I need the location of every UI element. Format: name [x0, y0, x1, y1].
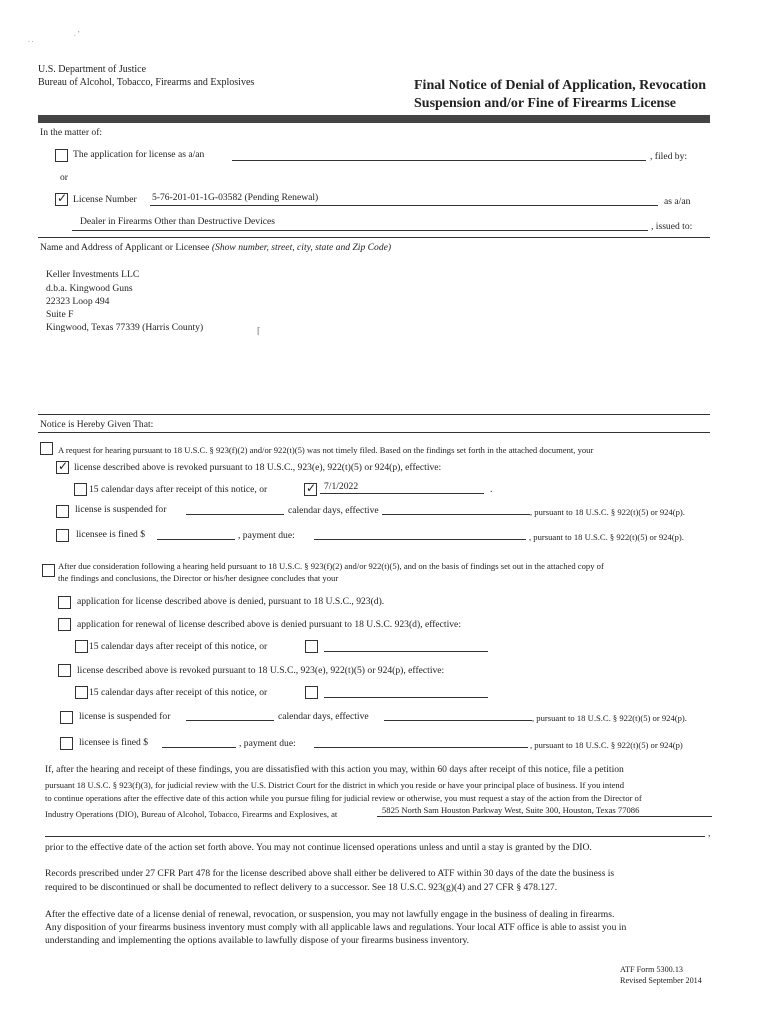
fifteen-days-checkbox-2[interactable]	[75, 640, 88, 653]
fifteen-days-label-3: 15 calendar days after receipt of this notice, or	[89, 687, 268, 698]
after-effective-line1: After the effective date of a license denial of renewal, revocation, or suspension, you may not lawfully engage in the business of dealing in firearms.	[45, 909, 615, 920]
check-mark-icon: ✓	[57, 191, 68, 205]
fined-checkbox[interactable]	[56, 529, 69, 542]
license-type-line	[72, 230, 648, 231]
fine-amount-field-2[interactable]	[162, 747, 236, 748]
suspend-effective-field-2[interactable]	[384, 720, 532, 721]
date-field-2[interactable]	[324, 651, 488, 652]
payment-due-field-2[interactable]	[314, 747, 528, 748]
after-hearing-line1: After due consideration following a hearing held pursuant to 18 U.S.C. § 923(f)(2) and/or 922(t)(5), and on the basis of findings set out in the attached copy of	[58, 561, 604, 571]
effective-date-checkbox[interactable]	[304, 483, 317, 496]
dio-address-line-2	[45, 836, 705, 837]
form-title-line1: Final Notice of Denial of Application, Revocation	[414, 78, 707, 93]
divider	[38, 237, 710, 238]
pursuant-suspend-label: , pursuant to 18 U.S.C. § 922(t)(5) or 924(p).	[530, 507, 685, 517]
applicant-line: Suite F	[46, 309, 74, 320]
filed-by-label: , filed by:	[650, 151, 688, 162]
after-effective-line3: understanding and implementing the options available to lawfully dispose of your firearms business inventory.	[45, 935, 470, 946]
revoked-checkbox[interactable]	[56, 461, 69, 474]
header-bar	[38, 115, 710, 123]
revoked-label-2: license described above is revoked pursuant to 18 U.S.C., 923(e), 922(t)(5) or 924(p), effective:	[77, 665, 445, 676]
department-name: U.S. Department of Justice	[38, 64, 147, 75]
fifteen-days-checkbox-3[interactable]	[75, 686, 88, 699]
pursuant-fine-label-2: , pursuant to 18 U.S.C. § 922(t)(5) or 924(p)	[530, 740, 683, 750]
scan-speck: . .	[28, 36, 34, 44]
fifteen-days-label: 15 calendar days after receipt of this notice, or	[89, 484, 268, 495]
request-not-filed-checkbox[interactable]	[40, 442, 53, 455]
license-number-checkbox[interactable]	[55, 193, 68, 206]
request-not-filed-label: A request for hearing pursuant to 18 U.S.C. § 923(f)(2) and/or 922(t)(5) was not timely filed. Based on the findings set forth in the attached document, your	[58, 445, 594, 455]
applicant-line: Kingwood, Texas 77339 (Harris County)	[46, 322, 204, 333]
date-checkbox-3[interactable]	[305, 686, 318, 699]
fifteen-days-checkbox[interactable]	[74, 483, 87, 496]
license-number-label: License Number	[73, 194, 137, 205]
after-effective-line2: Any disposition of your firearms business inventory must comply with all applicable laws and regulations. Your local ATF office is able to assist you in	[45, 922, 627, 933]
payment-due-label-2: , payment due:	[239, 738, 296, 749]
comma: ,	[708, 828, 711, 839]
applicant-label-text: Name and Address of Applicant or Licensee	[40, 242, 210, 253]
application-label: The application for license as a/an	[73, 149, 205, 160]
issued-to-label: , issued to:	[651, 221, 693, 232]
form-number: ATF Form 5300.13	[620, 965, 684, 974]
fined-label-2: licensee is fined $	[79, 737, 148, 748]
date-checkbox-2[interactable]	[305, 640, 318, 653]
license-number-field[interactable]: 5-76-201-01-1G-03582 (Pending Renewal)	[152, 192, 319, 203]
divider	[38, 414, 710, 415]
fifteen-days-label-2: 15 calendar days after receipt of this notice, or	[89, 641, 268, 652]
renewal-denied-checkbox[interactable]	[58, 618, 71, 631]
calendar-days-label: calendar days, effective	[288, 505, 379, 516]
check-mark-icon: ✓	[58, 459, 69, 473]
or-label: or	[60, 172, 68, 183]
records-line2: required to be discontinued or shall be documented to reflect delivery to a successor. See 18 U.S.C. 923(g)(4) and 27 CFR § 478.127.	[45, 882, 558, 893]
applicant-line: Keller Investments LLC	[46, 269, 140, 280]
form-title-line2: Suspension and/or Fine of Firearms License	[414, 96, 677, 111]
scan-speck: ⌈	[257, 326, 261, 336]
revoked-label: license described above is revoked pursuant to 18 U.S.C., 923(e), 922(t)(5) or 924(p), effective:	[74, 462, 442, 473]
pursuant-fine-label: , pursuant to 18 U.S.C. § 922(t)(5) or 924(p).	[529, 532, 684, 542]
petition-line1: If, after the hearing and receipt of these findings, you are dissatisfied with this action you may, within 60 days after receipt of this notice, file a petition	[45, 764, 624, 775]
denied-checkbox[interactable]	[58, 596, 71, 609]
application-type-field[interactable]	[232, 160, 646, 161]
petition-line2: pursuant 18 U.S.C. § 923(f)(3), for judicial review with the U.S. District Court for the district in which you reside or have your principal place of business. If you intend	[45, 780, 624, 790]
renewal-denied-label: application for renewal of license described above is denied pursuant to 18 U.S.C. 923(d), effective:	[77, 619, 461, 630]
suspended-label: license is suspended for	[75, 504, 167, 515]
divider	[38, 432, 710, 433]
applicant-label	[40, 242, 391, 254]
calendar-days-label-2: calendar days, effective	[278, 711, 369, 722]
petition-line3: to continue operations after the effective date of this action while you pursue filing for judicial review or otherwise, you must request a stay of the action from the Director of	[45, 793, 642, 803]
suspend-days-field[interactable]	[186, 514, 284, 515]
suspended-label-2: license is suspended for	[79, 711, 171, 722]
suspend-effective-field[interactable]	[382, 514, 530, 515]
license-type-field[interactable]: Dealer in Firearms Other than Destructive Devices	[80, 216, 275, 227]
denied-label: application for license described above is denied, pursuant to 18 U.S.C., 923(d).	[77, 596, 385, 607]
payment-due-label: , payment due:	[238, 530, 295, 541]
suspended-checkbox[interactable]	[56, 505, 69, 518]
matter-label: In the matter of:	[40, 127, 103, 138]
pursuant-suspend-label-2: , pursuant to 18 U.S.C. § 922(t)(5) or 924(p).	[532, 713, 687, 723]
payment-due-field[interactable]	[314, 539, 526, 540]
date-field-3[interactable]	[324, 697, 488, 698]
fined-checkbox-2[interactable]	[60, 737, 73, 750]
suspended-checkbox-2[interactable]	[60, 711, 73, 724]
suspend-days-field-2[interactable]	[186, 720, 274, 721]
after-hearing-line2: the findings and conclusions, the Director or his/her designee concludes that your	[58, 573, 339, 583]
as-an-label: as a/an	[664, 196, 691, 207]
notice-label: Notice is Hereby Given That:	[40, 419, 154, 430]
applicant-label-hint: (Show number, street, city, state and Zip Code)	[211, 242, 392, 253]
check-mark-icon: ✓	[306, 481, 317, 495]
dio-address-field[interactable]: 5825 North Sam Houston Parkway West, Suite 300, Houston, Texas 77086	[382, 805, 640, 815]
effective-date-field[interactable]: 7/1/2022	[324, 481, 359, 492]
fined-label: licensee is fined $	[76, 529, 145, 540]
dio-address-line	[377, 816, 712, 817]
application-checkbox[interactable]	[55, 149, 68, 162]
effective-date-line	[320, 493, 484, 494]
after-hearing-checkbox[interactable]	[42, 564, 55, 577]
period: .	[490, 484, 493, 495]
petition-line4: Industry Operations (DIO), Bureau of Alcohol, Tobacco, Firearms and Explosives, at	[45, 809, 338, 819]
license-number-line	[150, 205, 658, 206]
bureau-name: Bureau of Alcohol, Tobacco, Firearms and Explosives	[38, 77, 255, 88]
form-revision: Revised September 2014	[620, 976, 702, 985]
applicant-line: 22323 Loop 494	[46, 296, 110, 307]
records-line1: Records prescribed under 27 CFR Part 478 for the license described above shall either be delivered to ATF within 30 days of the date the business is	[45, 868, 615, 879]
fine-amount-field[interactable]	[157, 539, 235, 540]
revoked-checkbox-2[interactable]	[58, 664, 71, 677]
scan-speck: . ’	[74, 30, 80, 38]
applicant-line: d.b.a. Kingwood Guns	[46, 283, 133, 294]
prior-line: prior to the effective date of the action set forth above. You may not continue licensed operations unless and until a stay is granted by the DIO.	[45, 842, 592, 853]
